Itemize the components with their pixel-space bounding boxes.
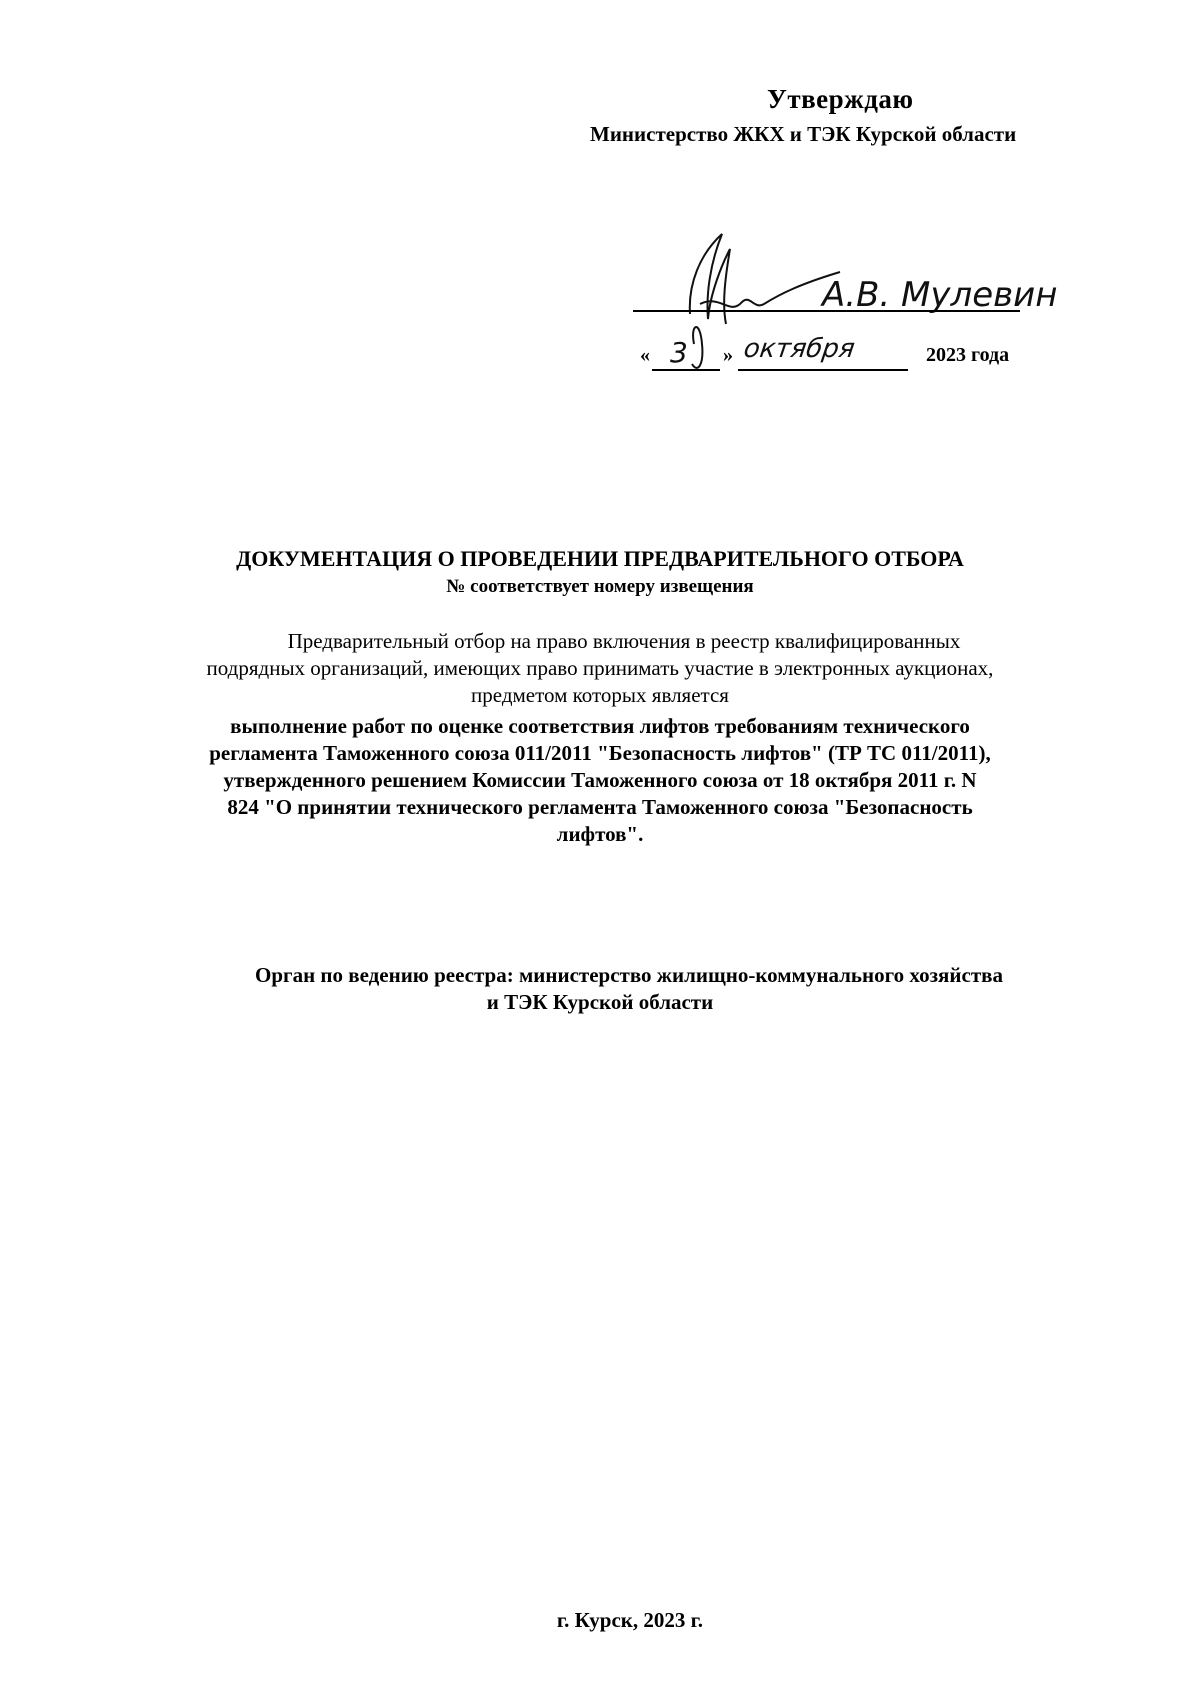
date-month: октября <box>741 334 857 364</box>
registry-authority <box>0 962 1200 1016</box>
subject-paragraph <box>0 713 1200 848</box>
document-title: ДОКУМЕНТАЦИЯ О ПРОВЕДЕНИИ ПРЕДВАРИТЕЛЬНОГО ОТБОРА <box>236 546 964 571</box>
subject-line: 824 "О принятии технического регламента Таможенного союза "Безопасность <box>227 795 973 819</box>
intro-line: предметом которых является <box>471 683 729 707</box>
date-day-line <box>652 369 720 371</box>
subject-line: утвержденного решением Комиссии Таможенного союза от 18 октября 2011 г. N <box>223 768 977 792</box>
subject-line: выполнение работ по оценке соответствия лифтов требованиям технического <box>230 714 970 738</box>
signature-line <box>633 310 1020 312</box>
approval-ministry: Министерство ЖКХ и ТЭК Курской области <box>590 122 1017 146</box>
date-quote-open: « <box>640 344 650 366</box>
date-quote-close: » <box>723 344 733 366</box>
date-month-line <box>738 369 908 371</box>
intro-paragraph <box>0 628 1200 709</box>
authority-line: Орган по ведению реестра: министерство жилищно-коммунального хозяйства <box>255 963 1003 987</box>
subject-line: лифтов". <box>556 822 644 846</box>
signature-name-script: А.В. Мулевин <box>822 275 1058 315</box>
authority-line: и ТЭК Курской области <box>486 990 714 1014</box>
subject-line: регламента Таможенного союза 011/2011 "Безопасность лифтов" (ТР ТС 011/2011), <box>209 741 991 765</box>
approval-title: Утверждаю <box>767 84 914 114</box>
intro-line: подрядных организаций, имеющих право принимать участие в электронных аукционах, <box>206 656 994 680</box>
intro-line: Предварительный отбор на право включения в реестр квалифицированных <box>287 629 961 653</box>
approval-date <box>640 334 1060 374</box>
date-day: 3 <box>670 336 688 369</box>
city-year-text: г. Курск, 2023 г. <box>556 1608 704 1632</box>
date-year: 2023 года <box>926 344 1010 366</box>
document-number-note: № соответствует номеру извещения <box>446 576 754 597</box>
city-year <box>0 1608 1200 1633</box>
